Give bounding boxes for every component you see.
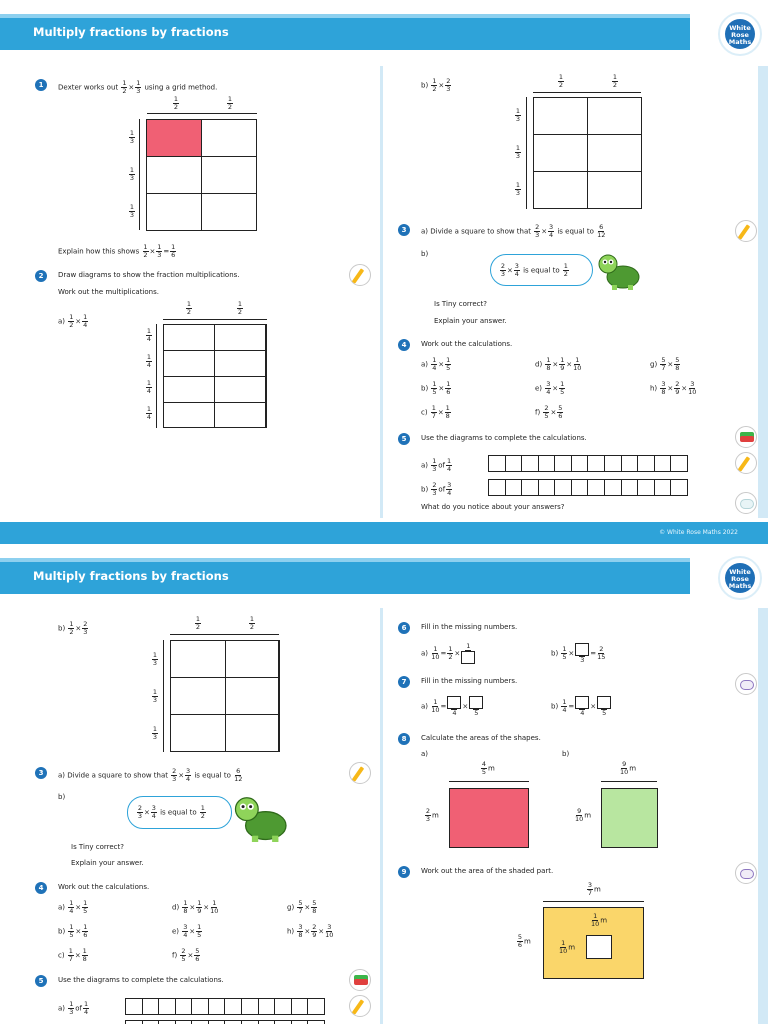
flag-icon <box>349 969 371 991</box>
q3-explain: Explain your answer. <box>71 859 144 867</box>
q2b: b) $\frac{1}{2}$ × $\frac{2}{3}$ <box>421 77 451 93</box>
q4d: d) $\frac{1}{8}$ × $\frac{1}{9}$ × $\frac{1}{10}$ <box>535 356 582 372</box>
white-rose-maths-logo: White Rose Maths <box>718 12 762 56</box>
q4a: a) $\frac{1}{4}$ × $\frac{1}{5}$ <box>58 899 88 915</box>
page-header <box>0 14 690 50</box>
white-rose-maths-logo: White Rose Maths <box>718 556 762 600</box>
q4-prompt: Work out the calculations. <box>58 883 150 891</box>
page-title: Multiply fractions by fractions <box>33 25 229 39</box>
q2b-side-label-2: $\frac{1}{3}$ <box>515 144 521 160</box>
q2a-grid <box>163 324 267 428</box>
q6a: a) $\frac{1}{10}$ = $\frac{1}{2}$ × 1 <box>421 643 476 664</box>
q4b: b) $\frac{1}{5}$ × $\frac{1}{6}$ <box>58 923 88 939</box>
q3-explain: Explain your answer. <box>434 317 507 325</box>
q6-prompt: Fill in the missing numbers. <box>421 623 518 631</box>
flag-icon <box>735 426 757 448</box>
q2b-side-label-1: $\frac{1}{3}$ <box>515 107 521 123</box>
q4f: f) $\frac{2}{5}$ × $\frac{5}{6}$ <box>535 404 563 420</box>
q4-prompt: Work out the calculations. <box>421 340 513 348</box>
page-separator <box>0 522 768 544</box>
q5b: b) $\frac{2}{3}$ of $\frac{3}{4}$ <box>421 481 452 497</box>
question-number-1: 1 <box>35 79 47 91</box>
q4e: e) $\frac{3}{4}$ × $\frac{1}{5}$ <box>535 380 565 396</box>
q8b-square <box>601 788 658 848</box>
speech-text: $\frac{2}{3}$ × $\frac{3}{4}$ is equal to $\frac{1}{2}$ <box>500 262 568 278</box>
q2b-side-label-2: $\frac{1}{3}$ <box>152 688 158 704</box>
q2a-top-label-2: $\frac{1}{2}$ <box>237 300 243 316</box>
q2b: b) $\frac{1}{2}$ × $\frac{2}{3}$ <box>58 620 88 636</box>
q3-question: Is Tiny correct? <box>434 300 487 308</box>
q5a-strip <box>488 455 688 472</box>
q1-side-label-1: $\frac{1}{3}$ <box>129 129 135 145</box>
q2-prompt: Draw diagrams to show the fraction multiplications. <box>58 271 240 279</box>
q4f: f) $\frac{2}{5}$ × $\frac{5}{6}$ <box>172 947 200 963</box>
q9-width-arrow <box>543 901 644 902</box>
question-number-4: 4 <box>398 339 410 351</box>
q2b-side-label-1: $\frac{1}{3}$ <box>152 651 158 667</box>
q4e: e) $\frac{3}{4}$ × $\frac{1}{5}$ <box>172 923 202 939</box>
q2b-top-label-2: $\frac{1}{2}$ <box>612 73 618 89</box>
q2a-side-label-4: $\frac{1}{4}$ <box>146 405 152 421</box>
answer-box[interactable] <box>469 696 483 709</box>
q3b-label: b) <box>421 250 429 258</box>
q8a-width-label: $\frac{4}{5}$ m <box>481 760 495 776</box>
pencil-icon <box>349 995 371 1017</box>
q1-side-label-2: $\frac{1}{3}$ <box>129 166 135 182</box>
answer-box[interactable] <box>597 696 611 709</box>
pencil-icon <box>349 264 371 286</box>
q8a-height-label: $\frac{2}{3}$ m <box>425 807 439 823</box>
answer-box[interactable] <box>575 643 589 656</box>
right-sidebar <box>758 608 768 1024</box>
q2b-top-arrow <box>170 634 279 635</box>
q4c: c) $\frac{1}{7}$ × $\frac{1}{8}$ <box>58 947 87 963</box>
column-divider <box>380 66 383 518</box>
q7a: a) $\frac{1}{10}$ = 4 × 5 <box>421 696 484 717</box>
q9-prompt: Work out the area of the shaded part. <box>421 867 554 875</box>
answer-box[interactable] <box>461 651 475 664</box>
q5a-strip <box>125 998 325 1015</box>
q7-prompt: Fill in the missing numbers. <box>421 677 518 685</box>
q3a-prompt: a) Divide a square to show that $\frac{2}{3}$ × $\frac{3}{4}$ is equal to $\frac{6}{12}$ <box>58 767 243 783</box>
q2-prompt-2: Work out the multiplications. <box>58 288 159 296</box>
q5-prompt: Use the diagrams to complete the calculations. <box>421 434 587 442</box>
q5a: a) $\frac{1}{3}$ of $\frac{1}{4}$ <box>421 457 452 473</box>
thought-cloud-icon <box>735 492 757 514</box>
page-title: Multiply fractions by fractions <box>33 569 229 583</box>
q2a-top-arrow <box>163 319 267 320</box>
speech-text: $\frac{2}{3}$ × $\frac{3}{4}$ is equal to $\frac{1}{2}$ <box>137 804 205 820</box>
q1-side-label-3: $\frac{1}{3}$ <box>129 203 135 219</box>
answer-box[interactable] <box>575 696 589 709</box>
q2b-side-label-3: $\frac{1}{3}$ <box>515 181 521 197</box>
tiny-turtle-icon <box>598 252 642 290</box>
q1-shaded-cell <box>147 120 202 157</box>
q8a-label: a) <box>421 750 429 758</box>
q4g: g) $\frac{5}{7}$ × $\frac{5}{8}$ <box>287 899 317 915</box>
q4c: c) $\frac{1}{7}$ × $\frac{1}{8}$ <box>421 404 450 420</box>
q5-notice: What do you notice about your answers? <box>421 503 565 511</box>
thought-cloud-icon <box>735 862 757 884</box>
pencil-icon <box>735 220 757 242</box>
q5a: a) $\frac{1}{3}$ of $\frac{1}{4}$ <box>58 1000 89 1016</box>
q1-top-label-2: $\frac{1}{2}$ <box>227 95 233 111</box>
q2a-side-arrow <box>156 324 157 428</box>
q2b-top-label-1: $\frac{1}{2}$ <box>558 73 564 89</box>
q8b-label: b) <box>562 750 570 758</box>
right-sidebar <box>758 66 768 518</box>
q1-top-label-1: $\frac{1}{2}$ <box>173 95 179 111</box>
header-stripe <box>0 558 690 562</box>
page-header <box>0 558 690 594</box>
q8b-width-label: $\frac{9}{10}$ m <box>620 760 637 776</box>
q4a: a) $\frac{1}{4}$ × $\frac{1}{5}$ <box>421 356 451 372</box>
question-number-2: 2 <box>35 270 47 282</box>
header-stripe <box>0 14 690 18</box>
q3-question: Is Tiny correct? <box>71 843 124 851</box>
q2a-side-label-2: $\frac{1}{4}$ <box>146 353 152 369</box>
q6b: b) $\frac{1}{5}$ × 3 = $\frac{2}{15}$ <box>551 645 606 664</box>
copyright-text: © White Rose Maths 2022 <box>659 529 738 536</box>
tiny-turtle-icon <box>234 794 290 842</box>
speech-bubble <box>127 796 232 829</box>
pencil-icon <box>349 762 371 784</box>
q1-top-arrow <box>147 113 257 114</box>
q2b-side-arrow <box>526 97 527 209</box>
question-number-7: 7 <box>398 676 410 688</box>
q2a: a) $\frac{1}{2}$ × $\frac{1}{4}$ <box>58 313 88 329</box>
q4d: d) $\frac{1}{8}$ × $\frac{1}{9}$ × $\frac{1}{10}$ <box>172 899 219 915</box>
q4h: h) $\frac{3}{8}$ × $\frac{2}{9}$ × $\frac{3}{10}$ <box>650 380 697 396</box>
answer-box[interactable] <box>447 696 461 709</box>
question-number-4: 4 <box>35 882 47 894</box>
q4h: h) $\frac{3}{8}$ × $\frac{2}{9}$ × $\frac{3}{10}$ <box>287 923 334 939</box>
q8-prompt: Calculate the areas of the shapes. <box>421 734 541 742</box>
q5b-strip <box>125 1020 325 1024</box>
speech-bubble <box>490 254 593 286</box>
q2a-side-label-1: $\frac{1}{4}$ <box>146 327 152 343</box>
q2b-top-arrow <box>533 92 641 93</box>
question-number-8: 8 <box>398 733 410 745</box>
q9-inner-width-label: $\frac{1}{10}$ m <box>591 912 608 928</box>
q2b-grid <box>170 640 280 752</box>
question-number-5: 5 <box>398 433 410 445</box>
q5b-strip <box>488 479 688 496</box>
q4g: g) $\frac{5}{7}$ × $\frac{5}{8}$ <box>650 356 680 372</box>
q9-width-label: $\frac{3}{7}$ m <box>587 881 601 897</box>
q1-explain: Explain how this shows $\frac{1}{2}$ × $\frac{1}{3}$ = $\frac{1}{6}$ <box>58 243 176 259</box>
q2a-side-label-3: $\frac{1}{4}$ <box>146 379 152 395</box>
q9-inner-height-label: $\frac{1}{10}$ m <box>559 939 576 955</box>
q8a-rectangle <box>449 788 529 848</box>
q2b-top-label-2: $\frac{1}{2}$ <box>249 615 255 631</box>
q4b: b) $\frac{1}{5}$ × $\frac{1}{6}$ <box>421 380 451 396</box>
q1-grid <box>146 119 257 231</box>
worksheet-page-2 <box>0 544 768 1024</box>
q3a-prompt: a) Divide a square to show that $\frac{2}{3}$ × $\frac{3}{4}$ is equal to $\frac{6}{12}$ <box>421 223 606 239</box>
q5-prompt: Use the diagrams to complete the calculations. <box>58 976 224 984</box>
q7b: b) $\frac{1}{4}$ = 4 × 5 <box>551 696 612 717</box>
question-number-3: 3 <box>35 767 47 779</box>
question-number-9: 9 <box>398 866 410 878</box>
q1-side-arrow <box>139 119 140 230</box>
q9-height-label: $\frac{5}{6}$ m <box>517 933 531 949</box>
q2b-top-label-1: $\frac{1}{2}$ <box>195 615 201 631</box>
q2a-top-label-1: $\frac{1}{2}$ <box>186 300 192 316</box>
q2b-grid <box>533 97 642 209</box>
column-divider <box>380 608 383 1024</box>
q2b-side-label-3: $\frac{1}{3}$ <box>152 725 158 741</box>
question-number-6: 6 <box>398 622 410 634</box>
question-number-3: 3 <box>398 224 410 236</box>
q8b-height-label: $\frac{9}{10}$ m <box>575 807 592 823</box>
q1-prompt: Dexter works out $\frac{1}{2}$ × $\frac{1}{3}$ using a grid method. <box>58 79 218 95</box>
question-number-5: 5 <box>35 975 47 987</box>
q8a-width-arrow <box>449 781 529 782</box>
pencil-icon <box>735 452 757 474</box>
q9-inner-square <box>586 935 612 959</box>
q3b-label: b) <box>58 793 66 801</box>
q2b-side-arrow <box>163 640 164 752</box>
q8b-width-arrow <box>601 781 657 782</box>
thought-cloud-icon <box>735 673 757 695</box>
